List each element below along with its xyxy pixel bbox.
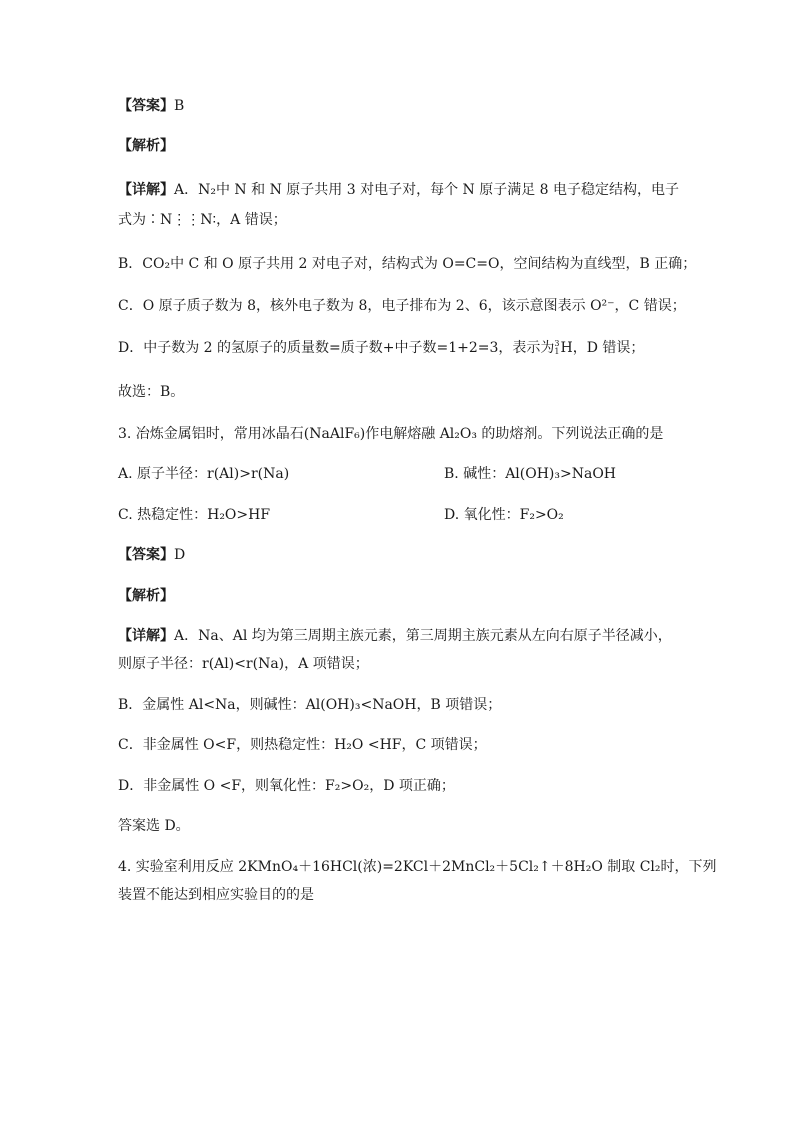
q4-stem-line2: 装置不能达到相应实验目的的是 <box>118 887 314 903</box>
q3-option-d: D. 氧化性：F₂>O₂ <box>444 507 564 523</box>
detail-text: A．Na、Al 均为第三周期主族元素，第三周期主族元素从左向右原子半径减小， <box>174 628 672 644</box>
q3-detail-d: D．非金属性 O <F，则氧化性：F₂>O₂，D 项正确； <box>118 778 455 794</box>
q2-detail-a-line2: 式为∶N⋮⋮N∶，A 错误； <box>118 212 287 228</box>
q2-conclusion: 故选：B。 <box>118 384 185 400</box>
q3-option-a: A. 原子半径：r(Al)>r(Na) <box>118 466 290 482</box>
q3-option-c: C. 热稳定性：H₂O>HF <box>118 507 271 523</box>
q3-answer <box>118 545 694 565</box>
iso-mass: 3 <box>554 339 560 348</box>
detail-text: A．N₂中 N 和 N 原子共用 3 对电子对，每个 N 原子满足 8 电子稳定结构，电子 <box>174 182 680 198</box>
q2-analysis <box>118 136 694 156</box>
answer-tag: 【答案】 <box>118 547 174 563</box>
q3-detail-c: C．非金属性 O<F，则热稳定性：H₂O <HF，C 项错误； <box>118 737 487 753</box>
q3-analysis <box>118 586 694 606</box>
q2-detail-c: C．O 原子质子数为 8，核外电子数为 8，电子排布为 2、6，该示意图表示 O²⁻，C 错误； <box>118 298 686 314</box>
q3-detail-a-line2: 则原子半径：r(Al)<r(Na)，A 项错误； <box>118 656 369 672</box>
detail-d-tail: ，D 错误； <box>572 340 645 356</box>
q3-detail-a-line1 <box>118 626 694 646</box>
iso-number: 1 <box>554 347 560 356</box>
detail-tag: 【详解】 <box>118 628 174 644</box>
answer-tag: 【答案】 <box>118 98 174 114</box>
q2-answer <box>118 96 694 116</box>
analysis-tag: 【解析】 <box>118 138 174 154</box>
iso-symbol: H <box>560 340 573 356</box>
q3-option-b: B. 碱性：Al(OH)₃>NaOH <box>444 466 617 482</box>
detail-tag: 【详解】 <box>118 182 174 198</box>
q3-conclusion: 答案选 D。 <box>118 818 190 834</box>
answer-value: B <box>174 98 185 114</box>
q3-stem: 3. 冶炼金属铝时，常用冰晶石(NaAlF₆)作电解熔融 Al₂O₃ 的助熔剂。下列说法正确的是 <box>118 426 664 442</box>
detail-d-text: D．中子数为 2 的氢原子的质量数=质子数+中子数=1+2=3，表示为 <box>118 340 555 356</box>
analysis-tag: 【解析】 <box>118 588 174 604</box>
q3-detail-b: B．金属性 Al<Na，则碱性：Al(OH)₃<NaOH，B 项错误； <box>118 697 502 713</box>
q2-detail-a-line1 <box>118 180 694 200</box>
q2-detail-b: B．CO₂中 C 和 O 原子共用 2 对电子对，结构式为 O=C=O，空间结构为直线型，B 正确； <box>118 256 697 272</box>
hydrogen-isotope <box>554 340 559 356</box>
answer-value: D <box>174 547 186 563</box>
q2-detail-d <box>118 338 694 358</box>
q4-stem-line1: 4. 实验室利用反应 2KMnO₄＋16HCl(浓)=2KCl＋2MnCl₂＋5Cl₂↑＋8H₂O 制取 Cl₂时，下列 <box>118 859 717 875</box>
